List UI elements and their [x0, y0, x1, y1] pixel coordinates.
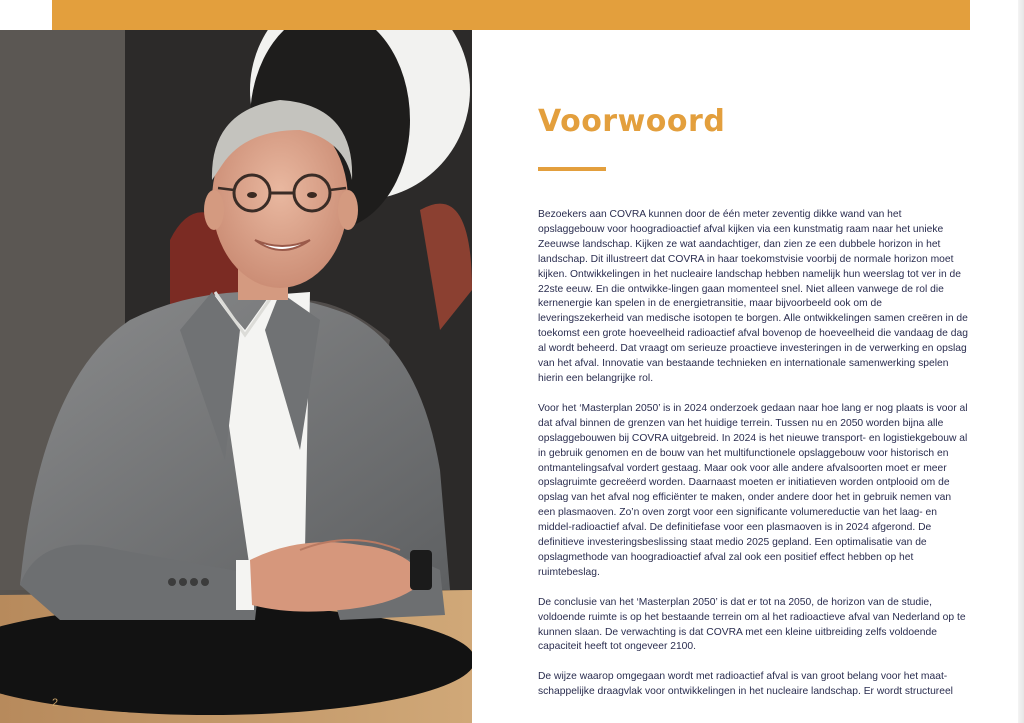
- title-underline: [538, 167, 606, 171]
- header-accent-bar: [52, 0, 970, 30]
- paragraph: De wijze waarop omgegaan wordt met radioactief afval is van groot belang voor het maat-schappelijke draagvlak voor ontwikkelingen in het nucleaire landschap. Er wordt structureel: [538, 671, 953, 698]
- body-text: [538, 208, 970, 715]
- page-edge: [1018, 0, 1024, 723]
- page-title: Voorwoord: [538, 104, 726, 139]
- portrait-photo: [0, 30, 472, 723]
- paragraph: Voor het ‘Masterplan 2050’ is in 2024 onderzoek gedaan naar hoe lang er nog plaats is voor al dat afval binnen de grenzen van het huidige terrein. Tussen nu en 2050 worden bijna alle opslaggebouwen bij COVRA uitgebreid. In 2024 is het nieuwe transport- en logistiekgebouw al in gebruik genomen en de bouw van het multifunctionele opslaggebouw voor historisch en ontmantelingsafval vordert gestaag. Maar ook voor alle andere afvalsoorten moet er meer opslagruimte gecreëerd worden. Daarnaast moeten er initiatieven worden ontplooid om de opslag van het afval nog efficiënter te maken, onder andere door het in gebruik nemen van een plasmaoven. Zo’n oven zorgt voor een significante volumereductie van het laag- en middel-radioactief afval. De definitiefase voor een plasmaoven is in 2024 afgerond. De definitieve investeringsbeslissing staat medio 2025 gepland. Een optimalisatie van de opslagmethode van hoogradioactief afval zal ook een positief effect hebben op het ruimtebeslag.: [538, 402, 968, 578]
- paragraph: De conclusie van het ‘Masterplan 2050’ is dat er tot na 2050, de horizon van de studie, voldoende ruimte is op het bestaande terrein om al het radioactieve afval van Nederland op te kunnen slaan. De verwachting is dat COVRA met een kleine uitbreiding zelfs voldoende capaciteit heeft tot ongeveer 2100.: [538, 596, 966, 653]
- paragraph: Bezoekers aan COVRA kunnen door de één meter zeventig dikke wand van het opslaggebouw voor hoogradioactief afval kijken via een kunstmatig raam naar het unieke Zeeuwse landschap. Kijken ze wat aandachtiger, dan zien ze een dubbele horizon in het landschap. Dit illustreert dat COVRA in haar toekomstvisie voorbij de normale horizon moet kijken. Ontwikkelingen in het nucleaire landschap hebben namelijk hun weerslag tot ver in de 22ste eeuw. En die ontwikke-lingen gaan momenteel snel. Niet alleen vanwege de rol die kernenergie kan spelen in de energietransitie, maar bijvoorbeeld ook om de leveringszekerheid van medische isotopen te borgen. Alle ontwikkelingen samen creëren in de toekomst een grote hoeveelheid radioactief afval bovenop de hoeveelheid die vandaag de dag al wordt beheerd. Dat vraagt om serieuze proactieve investeringen in de verwerking en opslag van het afval. Innovatie van bestaande technieken en internationale samenwerking spelen hierin een belangrijke rol.: [538, 209, 968, 384]
- portrait-image: [0, 30, 472, 723]
- page-number: 2: [52, 697, 59, 709]
